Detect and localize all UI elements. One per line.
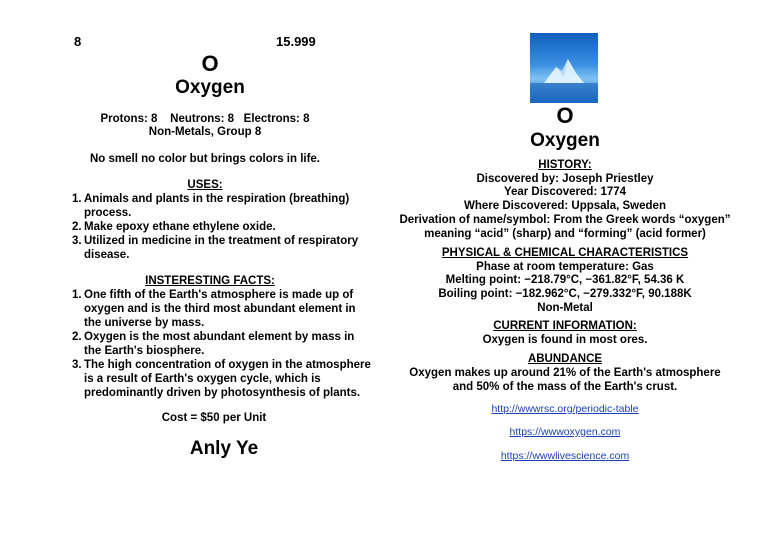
boiling-point: Boiling point: −182.962°C, −279.332°F, 90.188K: [438, 288, 692, 300]
abundance-heading: ABUNDANCE: [527, 353, 603, 365]
link-oxygen[interactable]: https://wwwoxygen.com: [509, 426, 621, 438]
iceberg-image: [530, 33, 598, 103]
link-livescience[interactable]: https://wwwlivescience.com: [500, 450, 630, 462]
derivation-line-1: Derivation of name/symbol: From the Greek words “oxygen”: [399, 214, 731, 226]
list-item: 3. Utilized in medicine in the treatment of respiratory disease.: [72, 235, 359, 261]
list-item: 1. Animals and plants in the respiration (breathing) process.: [72, 193, 350, 219]
current-heading: CURRENT INFORMATION:: [493, 320, 637, 332]
current-text: Oxygen is found in most ores.: [482, 334, 648, 346]
element-symbol: O: [201, 51, 219, 76]
history-heading: HISTORY:: [538, 159, 592, 171]
year-discovered: Year Discovered: 1774: [503, 186, 627, 198]
facts-list: [72, 288, 372, 400]
metal-type: Non-Metal: [537, 302, 593, 314]
derivation-line-2: meaning “acid” (sharp) and “forming” (acid former): [424, 228, 706, 240]
atomic-mass: 15.999: [276, 34, 316, 49]
abundance-line-2: and 50% of the mass of the Earth's crust.: [452, 381, 678, 393]
particle-counts: Protons: 8 Neutrons: 8 Electrons: 8: [100, 113, 310, 125]
where-discovered: Where Discovered: Uppsala, Sweden: [464, 200, 666, 212]
facts-heading: INSTERESTING FACTS:: [145, 275, 275, 287]
author-name: Anly Ye: [189, 438, 259, 459]
iceberg-icon: [530, 33, 598, 103]
tagline: No smell no color but brings colors in life.: [89, 153, 321, 165]
element-name: Oxygen: [530, 130, 600, 151]
abundance-line-1: Oxygen makes up around 21% of the Earth's atmosphere: [409, 367, 721, 379]
melting-point: Melting point: −218.79°C, −361.82°F, 54.36 K: [445, 274, 685, 286]
list-item: 2. Oxygen is the most abundant element by mass in the Earth's biosphere.: [72, 331, 355, 357]
list-item: 2. Make epoxy ethane ethylene oxide.: [72, 221, 276, 233]
cost: Cost = $50 per Unit: [161, 412, 267, 424]
phase: Phase at room temperature: Gas: [476, 261, 654, 273]
uses-heading: USES:: [187, 179, 223, 191]
atomic-number: 8: [74, 34, 82, 49]
uses-list: [72, 192, 372, 262]
list-item: 1. One fifth of the Earth's atmosphere is made up of oxygen and is the third most abundant element in the universe by mass.: [72, 289, 356, 329]
physical-heading: PHYSICAL & CHEMICAL CHARACTERISTICS: [441, 247, 689, 259]
element-symbol: O: [556, 103, 574, 128]
element-name: Oxygen: [175, 77, 245, 98]
element-group: Non-Metals, Group 8: [148, 126, 262, 138]
discovered-by: Discovered by: Joseph Priestley: [476, 173, 654, 185]
list-item: 3. The high concentration of oxygen in the atmosphere is a result of Earth's oxygen cycle, which is predominantly driven by photosynthesis of plants.: [72, 359, 371, 399]
link-rsc[interactable]: http://wwwrsc.org/periodic-table: [491, 403, 639, 415]
